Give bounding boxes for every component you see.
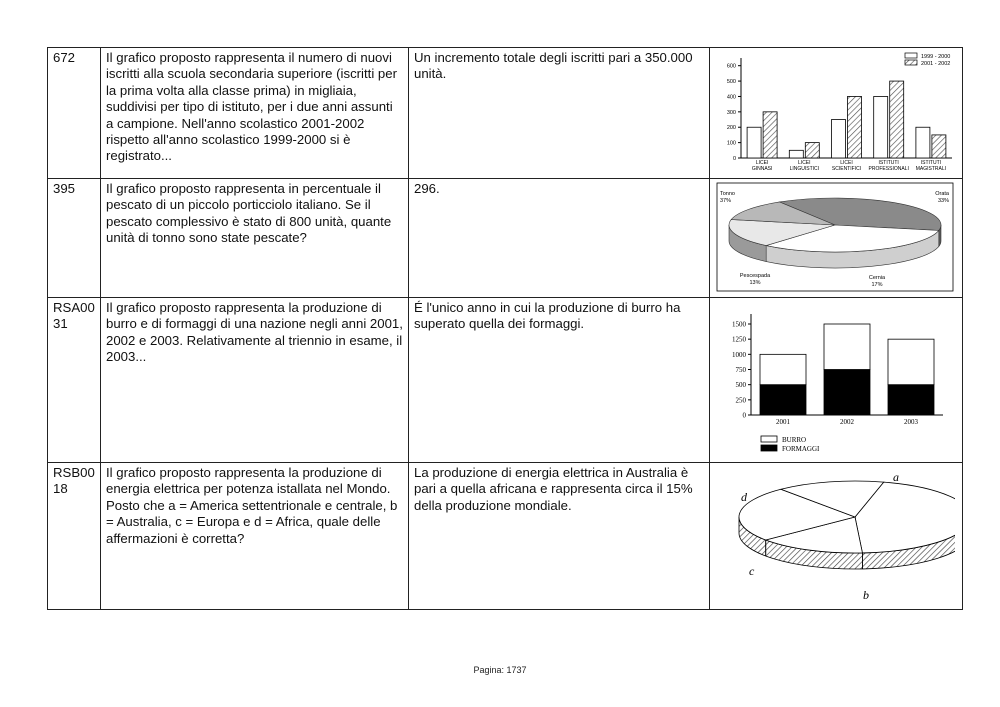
table-row — [48, 48, 963, 179]
x-tick-label: 2001 — [776, 418, 790, 426]
slice-label: a — [893, 470, 899, 484]
y-tick-label: 200 — [726, 125, 736, 132]
y-tick-label: 100 — [726, 140, 736, 147]
chart-cell — [710, 179, 963, 298]
slice-percent: 37% — [720, 198, 732, 204]
question-id: 395 — [48, 179, 101, 298]
x-tick-label: LINGUISTICI — [789, 166, 820, 172]
y-tick-label: 500 — [726, 79, 736, 86]
answer-text: La produzione di energia elettrica in Australia è pari a quella africana e rappresenta circa il 15% della produzione mondiale. — [409, 463, 710, 610]
chart-cell — [710, 48, 963, 179]
dairy-stacked-bar-chart — [715, 300, 955, 456]
legend-swatch — [761, 436, 777, 442]
answer-text: Un incremento totale degli iscritti pari a 350.000 unità. — [409, 48, 710, 179]
x-tick-label: SCIENTIFICI — [831, 166, 862, 172]
energy-pie-chart — [715, 465, 955, 603]
question-text: Il grafico proposto rappresenta la produzione di energia elettrica per potenza istallata nel Mondo. Posto che a = America settentrionale e centrale, b = Australia, c = Europa e d = Africa, quale delle affermazioni è corretta? — [101, 463, 409, 610]
slice-label: c — [749, 564, 755, 578]
bar — [805, 143, 819, 158]
slice-label: Tonno — [720, 191, 735, 197]
x-tick-label: 2002 — [840, 418, 854, 426]
y-tick-label: 1250 — [732, 335, 746, 344]
x-tick-label: ISTITUTI — [878, 160, 899, 166]
questions-table — [47, 47, 963, 610]
legend-swatch — [761, 445, 777, 451]
x-tick-label: 2003 — [904, 418, 918, 426]
bar — [848, 96, 862, 158]
chart-cell — [710, 298, 963, 463]
bar-segment — [888, 385, 934, 415]
x-tick-label: LICEI — [755, 160, 769, 166]
bar-segment — [760, 385, 806, 415]
slice-percent: 13% — [749, 280, 761, 286]
slice-label: b — [863, 588, 869, 602]
question-text: Il grafico proposto rappresenta il numero di nuovi iscritti alla scuola secondaria superiore (iscritti per la prima volta alla classe prima) in migliaia, suddivisi per tipo di istituto, per i due anni assunti a campione. Nell'anno scolastico 2001-2002 rispetto all'anno scolastico 1999-2000 si è registrato... — [101, 48, 409, 179]
fish-pie-chart — [715, 181, 955, 293]
y-tick-label: 0 — [742, 411, 746, 420]
x-tick-label: PROFESSIONALI — [868, 166, 909, 172]
bar-segment — [824, 370, 870, 416]
question-id: 672 — [48, 48, 101, 179]
legend-label: 1999 - 2000 — [921, 54, 951, 60]
x-tick-label: MAGISTRALI — [915, 166, 947, 172]
question-id: RSA0031 — [48, 298, 101, 463]
y-tick-label: 500 — [735, 381, 746, 390]
legend-swatch — [905, 60, 917, 65]
table-row — [48, 463, 963, 610]
slice-label: Pescespada — [739, 273, 771, 279]
bar — [747, 127, 761, 158]
y-tick-label: 250 — [735, 396, 746, 405]
answer-text: É l'unico anno in cui la produzione di burro ha superato quella dei formaggi. — [409, 298, 710, 463]
y-tick-label: 400 — [726, 94, 736, 101]
bar-segment — [888, 339, 934, 385]
x-tick-label: GINNASI — [751, 166, 773, 172]
x-tick-label: LICEI — [798, 160, 811, 166]
slice-label: Cernia — [868, 275, 886, 281]
legend-label: FORMAGGI — [782, 445, 820, 453]
y-tick-label: 600 — [726, 63, 736, 70]
question-text: Il grafico proposto rappresenta la produzione di burro e di formaggi di una nazione negli anni 2001, 2002 e 2003. Relativamente al triennio in esame, il 2003... — [101, 298, 409, 463]
bar — [832, 120, 846, 158]
bar — [890, 81, 904, 158]
bar — [763, 112, 777, 158]
chart-cell — [710, 463, 963, 610]
bar — [932, 135, 946, 158]
question-text: Il grafico proposto rappresenta in percentuale il pescato di un piccolo porticciolo italiano. Se il pescato complessivo è stato di 800 unità, quante unità di tonno sono state pescate? — [101, 179, 409, 298]
answer-text: 296. — [409, 179, 710, 298]
y-tick-label: 1500 — [732, 320, 746, 329]
table-row — [48, 179, 963, 298]
y-tick-label: 300 — [726, 109, 736, 116]
enrollment-bar-chart — [715, 50, 955, 172]
y-tick-label: 750 — [735, 366, 746, 374]
table-row — [48, 298, 963, 463]
x-tick-label: ISTITUTI — [920, 160, 942, 166]
bar — [789, 150, 803, 158]
question-id: RSB0018 — [48, 463, 101, 610]
x-tick-label: LICEI — [840, 160, 853, 166]
bar-segment — [760, 354, 806, 384]
bar-segment — [824, 324, 870, 370]
page-number: Pagina: 1737 — [473, 665, 527, 675]
slice-label: d — [741, 490, 747, 504]
bar — [874, 96, 888, 158]
slice-percent: 17% — [871, 282, 883, 288]
y-tick-label: 1000 — [732, 350, 746, 359]
slice-percent: 33% — [937, 198, 949, 204]
slice-label: Orata — [935, 191, 949, 197]
y-tick-label: 0 — [732, 156, 736, 162]
legend-label: 2001 - 2002 — [921, 61, 951, 67]
legend-swatch — [905, 53, 917, 58]
legend-label: BURRO — [782, 436, 807, 444]
bar — [916, 127, 930, 158]
